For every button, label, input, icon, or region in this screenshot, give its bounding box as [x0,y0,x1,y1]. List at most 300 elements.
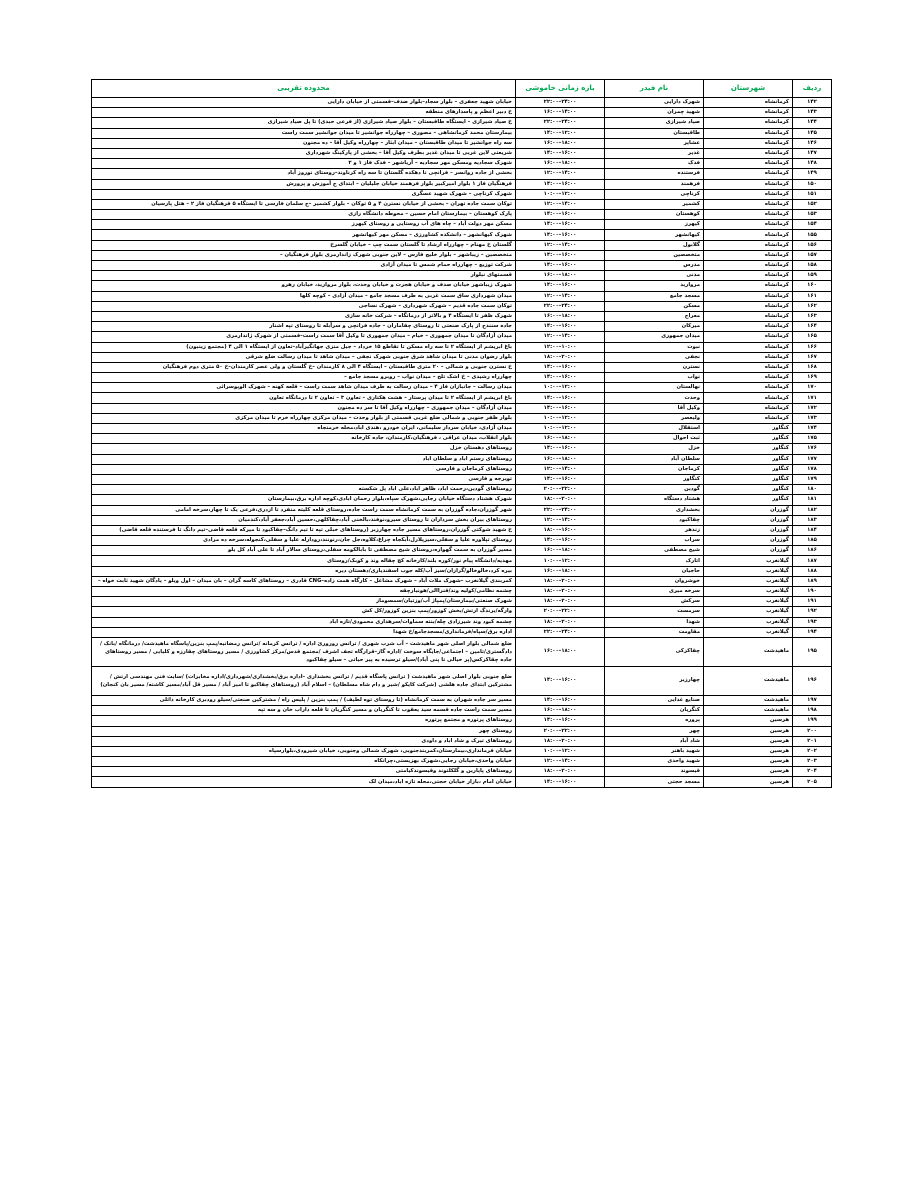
cell-time: ۱۲:۰۰–۱۴:۰۰ [516,757,605,767]
outage-table [91,79,832,788]
cell-idx: ۱۴۷ [793,148,832,158]
cell-feeder: وکیل آقا [605,403,704,413]
cell-idx: ۱۸۰ [793,485,832,495]
cell-city: کرمانشاه [704,342,793,352]
cell-area: سه راه جوانشیر تا میدان طاقبستان – میدان ابثار – چهارراه وکیل آقا – ده مجنون [92,138,516,148]
cell-area: روستاهای بیران بخش سرداران تا روستای سیرو،نوفند،بالخنی آباد،چقاکلهی،حسین آباد،جعفر آباد،کندمیان [92,515,516,525]
cell-idx: ۱۶۹ [793,373,832,383]
cell-area: روستای تپلاوره علیا و سفلی،سیزپلارل،آبکجاه چراغ،کلاوه،جل جان،رنونند،رودارله علیا و سفلی،کنجوله،سرخه ده مرادی [92,536,516,546]
cell-idx: ۱۷۶ [793,444,832,454]
cell-feeder: استقلال [605,424,704,434]
cell-city: ماهیدشت [704,695,793,705]
cell-time: ۱۴:۰۰–۱۶:۰۰ [516,362,605,372]
cell-idx: ۱۷۰ [793,383,832,393]
cell-city: کرمانشاه [704,159,793,169]
table-row [92,128,832,138]
table-row [92,373,832,383]
cell-area: روستاهای کرماجان و فارسی [92,464,516,474]
cell-time: ۲۲:۰۰–۲۴:۰۰ [516,505,605,515]
cell-idx: ۱۹۵ [793,637,832,666]
table-row [92,767,832,777]
cell-city: گوزران [704,536,793,546]
cell-area: چشمه کبود وند شیرزادی چله/بنته سماوات/سرهداری محمودی/تازه اباد [92,617,516,627]
cell-area: ضلع شمالی بلوار اصلی شهر ماهیدشت – آب شرب شهری / ترانس رورورئ اداره / ترانس کرمانه /ترانس رمضانیه/پمپ بنزین/پاسگاه ماهیدشت/ درمانگاه /بانک / دادگستری/تامین – اجتماعی/جایگاه سوخت /اداره گاز–قرارگاه تجف اشرف /مجتمع قدس/مرکز کشاورزی / مسیر روستاهای چقارزه و کلیایی / مسیر روستاهای جاده چقاکرکس(پر حیالی تا پنی آباد)/سیلو ترسیده به پیر حیاتی – سیلو چقاکبود [92,637,516,666]
cell-time: ۱۴:۰۰–۱۶:۰۰ [516,777,605,787]
cell-idx: ۱۵۰ [793,179,832,189]
cell-city: کرمانشاه [704,98,793,108]
table-row [92,403,832,413]
cell-feeder: کرماجان [605,464,704,474]
cell-area: شهرک سجادیه ومسکن مهر سجادیه – آریاشهر – فدک فاز ۱ و ۲ [92,159,516,169]
cell-area: بیمارستان محمد کرمانشاهی – مصوری – چهارراه جوانشیر تا میدان جوانشیر سمت راست [92,128,516,138]
cell-city: کرمانشاه [704,352,793,362]
cell-feeder: گودین [605,485,704,495]
cell-city: کنگاور [704,424,793,434]
cell-area: چهارراه رشیدی – خ اشک تلخ – میدان نواب – روبرو مسجد جامع – [92,373,516,383]
cell-area: مسیر سر جاده شهران به سمت کرمانشاه (تا روستای توه لطیف) / پمپ بنزین / پلیس راه / مشترکین صنعتی/سیلو رودبری کارخانه ذائلی [92,695,516,705]
cell-area: روستاهای رستم اباد و سلطان اباد [92,454,516,464]
cell-area: جاده سنندج از پارک صنعتی تا روستای چقاماران – جاده فرانچی و سرآبله تا روستای تپه اشنار [92,322,516,332]
cell-time: ۱۶:۰۰–۱۸:۰۰ [516,434,605,444]
cell-city: کرمانشاه [704,108,793,118]
cell-feeder: میدان جمهوری [605,332,704,342]
cell-time: ۱۴:۰۰–۱۶:۰۰ [516,716,605,726]
cell-city: کنگاور [704,444,793,454]
table-row [92,757,832,767]
cell-idx: ۱۸۹ [793,576,832,586]
cell-city: کرمانشاه [704,169,793,179]
cell-area: پارک کوهستان – بیمارستان امام حسین – محوطه دانشگاه رازی [92,210,516,220]
cell-time: ۱۴:۰۰–۱۶:۰۰ [516,230,605,240]
cell-time: ۱۰:۰۰–۱۲:۰۰ [516,424,605,434]
cell-area: کمربندی گیلانغرب –شهرک ملات آباد – شهرک مشاغل – کارگاه همت زاده–CNG قادری – روستاهای کاسه گران – بان میدان – اول ویلو – یادگان شهید ثابت خواه – [92,576,516,586]
cell-feeder: کرناچی [605,189,704,199]
cell-city: هرسین [704,716,793,726]
cell-idx: ۱۹۸ [793,706,832,716]
cell-feeder: شهید باهنر [605,746,704,756]
table-row [92,332,832,342]
cell-time: ۱۴:۰۰–۱۶:۰۰ [516,210,605,220]
cell-time: ۲۲:۰۰–۲۴:۰۰ [516,627,605,637]
cell-idx: ۱۷۱ [793,393,832,403]
cell-feeder: مسجد جامع [605,291,704,301]
cell-area: ضلع جنوبی بلوار اصلی شهر ماهیدشت ( ترانس پاسگاه قدیم / ترانس بخشداری –اداره برق/بخشداری/شهرداری/اداره مخابرات) /سایت فنی مهندسی ارتش / مشترکین ابتدای جاده هلشی (شرکت کایکو /شیر و دام شاه مسلطان) – اسلام آباد (روستاهای چقاکبو تا امیر آباد / مسیر قل آباد/مسیر کاشته/ مسیر بان کنجان) [92,666,516,695]
cell-city: گوزران [704,515,793,525]
cell-area: میدان رسالت – جانبازان فاز ۴ – میدان رسالت به طرف میدان شاهد سمت راست – قلعه کهنه – شهرک الوپوسرائی [92,383,516,393]
cell-idx: ۱۸۱ [793,495,832,505]
cell-area: بلوار ظفر جنوبی و شمالی ضلع غربی قسمتی از بلوار وحدت – میدان مرکزی چهارراه خرم تا میدان مرکزی [92,413,516,423]
cell-city: گوزران [704,546,793,556]
cell-idx: ۱۷۳ [793,413,832,423]
table-row [92,159,832,169]
table-row [92,424,832,434]
cell-time: ۱۲:۰۰–۱۴:۰۰ [516,199,605,209]
cell-idx: ۱۶۷ [793,352,832,362]
cell-time: ۱۲:۰۰–۱۴:۰۰ [516,515,605,525]
table-row [92,444,832,454]
cell-idx: ۱۶۱ [793,291,832,301]
cell-area: اداره برق/سپاه/فرمانداری/مسجدجامع/خ شهدا [92,627,516,637]
table-row [92,169,832,179]
cell-city: کرمانشاه [704,210,793,220]
table-row [92,637,832,666]
cell-feeder: شهدا [605,617,704,627]
table-row [92,271,832,281]
table-row [92,291,832,301]
cell-time: ۱۶:۰۰–۱۸:۰۰ [516,311,605,321]
cell-area: مسکن مهر دولت آباد – چاه های آب روستایی و روستای کیهرز [92,220,516,230]
table-row [92,301,832,311]
table-row [92,495,832,505]
cell-feeder: مقاومت [605,627,704,637]
cell-city: هرسین [704,777,793,787]
cell-idx: ۱۸۴ [793,525,832,535]
cell-idx: ۱۶۴ [793,322,832,332]
cell-city: کنگاور [704,464,793,474]
cell-feeder: شاد آباد [605,736,704,746]
cell-time: ۲۲:۰۰–۲۴:۰۰ [516,98,605,108]
cell-feeder: ثبت احوال [605,434,704,444]
header-area: محدوده تقریبی [92,80,516,98]
cell-city: کرمانشاه [704,199,793,209]
cell-city: کرمانشاه [704,271,793,281]
cell-feeder: فرستنده [605,169,704,179]
cell-time: ۱۲:۰۰–۱۴:۰۰ [516,169,605,179]
cell-time: ۲۲:۰۰–۲۴:۰۰ [516,301,605,311]
cell-area: روستاهای دهستان خزل [92,444,516,454]
cell-city: کرمانشاه [704,413,793,423]
table-row [92,434,832,444]
table-body [92,98,832,788]
cell-area: روستاهای گودین،رحمت اباد، ظاهر اباد،علی اباد پل شکسته [92,485,516,495]
cell-feeder: ولیعصر [605,413,704,423]
cell-city: کرمانشاه [704,301,793,311]
cell-time: ۱۲:۰۰–۱۴:۰۰ [516,332,605,342]
outage-table-sheet [91,79,831,788]
cell-idx: ۲۰۵ [793,777,832,787]
cell-area: شهرک کرناچی – شهرک شهید عسگری [92,189,516,199]
cell-city: هرسین [704,736,793,746]
cell-city: کنگاور [704,434,793,444]
cell-idx: ۱۵۳ [793,210,832,220]
header-time: بازه زمانی خاموشی [516,80,605,98]
cell-feeder: سرمست [605,607,704,617]
cell-idx: ۱۸۵ [793,536,832,546]
table-row [92,454,832,464]
cell-time: ۲۰:۰۰–۲۲:۰۰ [516,485,605,495]
cell-area: روستاهای پاپارین و گلکلتوند وقیسوندکیامتی [92,767,516,777]
cell-area: خیابان امام ،بازار خیابان حجتی،محله تازه اباد،میدان لک [92,777,516,787]
cell-area: خ شهید شوکتی گوزران،روستاهای مسیر جاده چهارزبر (روستاهای خبلی تپه تا تیم دانگ–چقاکبود تا میرکه قلعه قاضی–تیم دانگ تا فرستنده قلعه قاضی) [92,525,516,535]
table-row [92,536,832,546]
cell-city: کرمانشاه [704,138,793,148]
cell-area: شهرک صنعتی/بیمارستان/پمپاژ آب/وزتیان/سمسوماز [92,597,516,607]
table-row [92,322,832,332]
cell-city: ماهیدشت [704,666,793,695]
cell-idx: ۲۰۰ [793,726,832,736]
cell-time: ۱۶:۰۰–۱۸:۰۰ [516,159,605,169]
cell-time: ۱۰:۰۰–۱۲:۰۰ [516,413,605,423]
cell-city: کرمانشاه [704,291,793,301]
table-header-row [92,80,832,98]
cell-area: خ صیاد شیرازی – ایستگاه طاقبستان – بلوار صیاد شیرازی (از فرعی حبدی) تا پل صیاد شیرازی [92,118,516,128]
cell-area: وارگه/یرندگ ارتش/بخش کوزور/پمپ بنزین کوزور/کل کش [92,607,516,617]
cell-idx: ۱۶۸ [793,362,832,372]
cell-area: باغ ابریشم از ایستگاه ۲ تا میدان پرستار – هشت هکتاری – تعاون ۳ – تعاون ۲ تا درمانگاه تعاون [92,393,516,403]
table-row [92,250,832,260]
cell-city: کرمانشاه [704,261,793,271]
cell-city: کرمانشاه [704,393,793,403]
cell-idx: ۱۵۸ [793,261,832,271]
table-row [92,240,832,250]
cell-time: ۱۶:۰۰–۱۴:۰۰ [516,108,605,118]
cell-time: ۱۸:۰۰–۱۶:۰۰ [516,525,605,535]
cell-city: گیلانغرب [704,607,793,617]
cell-feeder: متخصصین [605,250,704,260]
cell-idx: ۱۵۵ [793,230,832,240]
cell-time: ۱۸:۰۰–۲۰:۰۰ [516,597,605,607]
cell-feeder: کنگریان [605,706,704,716]
cell-city: کرمانشاه [704,311,793,321]
cell-city: کرمانشاه [704,332,793,342]
cell-feeder: سلطان آباد [605,454,704,464]
cell-time: ۱۴:۰۰–۱۶:۰۰ [516,281,605,291]
cell-area: گلستان خ مهنام – چهارراه ارشاد تا گلستان سمت چپ – خیابان گلسرخ [92,240,516,250]
cell-time: ۱۰:۰۰–۱۲:۰۰ [516,746,605,756]
cell-area: روستاهای تیرک و شاد اباد و داودی [92,736,516,746]
cell-feeder: فرهمند [605,179,704,189]
cell-idx: ۱۷۵ [793,434,832,444]
cell-idx: ۱۴۵ [793,128,832,138]
cell-idx: ۱۹۹ [793,716,832,726]
cell-idx: ۱۵۶ [793,240,832,250]
table-row [92,666,832,695]
cell-city: گیلانغرب [704,566,793,576]
cell-idx: ۱۴۶ [793,138,832,148]
cell-area: باغ ابریشم از ایستگاه ۲ تا سه راه مسکن تا تقاطع ۱۵ خرداد – جیل منزی جهانگیرآباد–تعاون از ایستگاه ۱ الی ۴ (مجتمع زینبون) [92,342,516,352]
cell-area: متخصصین – زیباشهر – بلوار خلیج فارس – لاین جنوبی شهرک زاندارمری بلوار فرهنگیان – [92,250,516,260]
cell-time: ۱۶:۰۰–۱۸:۰۰ [516,637,605,666]
table-row [92,148,832,158]
table-row [92,525,832,535]
cell-feeder: سرکش [605,597,704,607]
cell-feeder: نبوت [605,342,704,352]
cell-feeder: کنگاور [605,474,704,484]
cell-area: میدان آزادگان – میدان جمهوری – چهارراه وکیل آقا تا سر ده مجنون [92,403,516,413]
cell-area: شهرک زیباشهر خیابان صدف و خیابان هجرت و خیابان وحدت، بلوار مروارید، خیابان رهرو [92,281,516,291]
cell-area: خیابان فرمانداری،بیمارستان،کمربندجنوبی، شهرک شمالی وجنوبی، خیابان شیرودی،بلوارسپاه [92,746,516,756]
cell-idx: ۲۰۱ [793,736,832,746]
cell-idx: ۱۵۹ [793,271,832,281]
cell-feeder: معراج [605,311,704,321]
table-row [92,546,832,556]
cell-feeder: مدنی [605,271,704,281]
cell-city: کرمانشاه [704,403,793,413]
cell-feeder: نسترن [605,362,704,372]
cell-city: کرمانشاه [704,250,793,260]
cell-city: هرسین [704,757,793,767]
cell-idx: ۱۵۴ [793,220,832,230]
cell-time: ۱۶:۰۰–۱۸:۰۰ [516,454,605,464]
table-row [92,261,832,271]
header-city: شهرستان [704,80,793,98]
table-row [92,413,832,423]
cell-idx: ۲۰۴ [793,767,832,777]
cell-city: کرمانشاه [704,322,793,332]
table-row [92,587,832,597]
cell-time: ۱۴:۰۰–۱۶:۰۰ [516,695,605,705]
cell-feeder: غدیر [605,148,704,158]
cell-feeder: مدرس [605,261,704,271]
cell-feeder: خوشروان [605,576,704,586]
cell-city: کرمانشاه [704,128,793,138]
table-row [92,695,832,705]
cell-area: بلوار انقلاب، میدان عراقی ، فرهنگیان،کارمندان، جاده کارخانه [92,434,516,444]
cell-city: کنگاور [704,495,793,505]
cell-time: ۱۰:۰۰–۱۲:۰۰ [516,383,605,393]
cell-feeder: وحدت [605,393,704,403]
table-row [92,556,832,566]
cell-area: بیره کرد،خالوخالو/گرازان/سیز آب/کله جوب اسفندیاری/دهستان دیره [92,566,516,576]
cell-feeder: نجفی [605,352,704,362]
cell-time: ۱۴:۰۰–۱۶:۰۰ [516,373,605,383]
cell-idx: ۱۴۹ [793,169,832,179]
cell-idx: ۱۴۳ [793,108,832,118]
cell-time: ۱۴:۰۰–۱۶:۰۰ [516,403,605,413]
cell-time: ۱۴:۰۰–۱۶:۰۰ [516,444,605,454]
cell-city: گیلانغرب [704,556,793,566]
cell-feeder: زندهر [605,525,704,535]
cell-time: ۱۲:۰۰–۱۴:۰۰ [516,291,605,301]
cell-city: کرمانشاه [704,118,793,128]
table-row [92,138,832,148]
cell-area: شهرک کیهانشهر – دانشکده کشاورزی – مسکن مهر کیهانشهر [92,230,516,240]
cell-time: ۱۴:۰۰–۱۶:۰۰ [516,250,605,260]
cell-feeder: شهرک دارایی [605,98,704,108]
cell-time: ۱۸:۰۰–۲۰:۰۰ [516,617,605,627]
table-row [92,515,832,525]
cell-city: هرسین [704,746,793,756]
cell-area: خیابان شهید جعفری – بلوار سجاد–بلوار صدف–قسمتی از خیابان دارایی [92,98,516,108]
cell-feeder: سرخه میری [605,587,704,597]
table-row [92,210,832,220]
cell-area: شرکت توزیع – چهارراه حمام شمس تا میدان آزادی [92,261,516,271]
cell-idx: ۱۸۶ [793,546,832,556]
table-row [92,179,832,189]
table-row [92,617,832,627]
cell-feeder: چهارزبر [605,666,704,695]
cell-area: بخشی از جاده روانسر – فرانچی تا دهکده گلستان تا سه راه کرناوند–روستای نوروز آباد [92,169,516,179]
cell-time: ۱۸:۰۰–۲۰:۰۰ [516,576,605,586]
cell-idx: ۱۹۲ [793,607,832,617]
cell-idx: ۱۴۸ [793,159,832,169]
table-row [92,311,832,321]
cell-idx: ۱۸۷ [793,556,832,566]
cell-idx: ۱۴۴ [793,118,832,128]
cell-city: کنگاور [704,454,793,464]
table-row [92,706,832,716]
cell-time: ۱۴:۰۰–۱۶:۰۰ [516,322,605,332]
cell-time: ۱۶:۰۰–۱۸:۰۰ [516,546,605,556]
cell-city: کرمانشاه [704,281,793,291]
cell-time: ۱۸:۰۰–۲۰:۰۰ [516,767,605,777]
cell-idx: ۱۵۱ [793,189,832,199]
cell-time: ۱۴:۰۰–۱۶:۰۰ [516,393,605,403]
cell-idx: ۱۹۴ [793,627,832,637]
cell-city: گیلانغرب [704,617,793,627]
cell-city: گیلانغرب [704,587,793,597]
cell-feeder: خزل [605,444,704,454]
cell-area: شهرک هشتاد دستگاه خیابان رجایی،شهرک سپاه،بلوار رحمان ابادی،کوچه اداره برق،بیمارستان [92,495,516,505]
table-row [92,464,832,474]
cell-idx: ۱۵۲ [793,199,832,209]
cell-feeder: شیخ مصطفی [605,546,704,556]
cell-feeder: مسجد حجتی [605,777,704,787]
cell-idx: ۱۹۶ [793,666,832,695]
cell-city: کرمانشاه [704,148,793,158]
table-row [92,199,832,209]
table-row [92,118,832,128]
cell-idx: ۱۹۳ [793,617,832,627]
cell-feeder: بخشداری [605,505,704,515]
cell-time: ۱۸:۰۰–۲۰:۰۰ [516,736,605,746]
cell-area: خ نسترن جنوبی و شمالی – ۲۰ متری طاقبستان – ایستگاه ۴ الی ۸ کارمندان –خ گلستان و ولی عصر کارمندان–خ ۵۰ متری دوم فرهنگیان [92,362,516,372]
cell-time: ۱۴:۰۰–۱۶:۰۰ [516,474,605,484]
cell-idx: ۱۶۲ [793,301,832,311]
table-row [92,98,832,108]
table-row [92,485,832,495]
table-row [92,607,832,617]
cell-feeder: نواب [605,373,704,383]
header-feeder: نام فیدر [605,80,704,98]
cell-feeder: کوهستان [605,210,704,220]
header-idx: ردیف [793,80,832,98]
cell-city: هرسین [704,726,793,736]
cell-feeder: شهید چمران [605,108,704,118]
cell-city: کرمانشاه [704,373,793,383]
table-row [92,108,832,118]
cell-time: ۱۴:۰۰–۱۶:۰۰ [516,261,605,271]
cell-time: ۱۸:۰۰–۲۰:۰۰ [516,587,605,597]
cell-time: ۱۴:۰۰–۱۶:۰۰ [516,179,605,189]
table-row [92,281,832,291]
cell-city: گوزران [704,525,793,535]
table-row [92,716,832,726]
cell-area: چشمه نظامی/کولیه وند/قنراالی/هونیارچقه [92,587,516,597]
cell-area: شهر گوزران،جاده گوزران به سمت کرمانشاه سمت راست جاده،روستای قلعه کلیته منفرد تا ازدری،فرعی یک تا چهار،سرخه امامی [92,505,516,515]
cell-area: بلوار رضوان مدنی تا میدان شاهد شرق جنوبی شهرک نجفی – میدان شاهد تا میدان رسالت ضلع شرقی [92,352,516,362]
cell-idx: ۱۷۹ [793,474,832,484]
cell-feeder: مسکن [605,301,704,311]
cell-idx: ۱۵۷ [793,250,832,260]
table-row [92,342,832,352]
cell-city: گیلانغرب [704,597,793,607]
cell-feeder: صیاد شیرازی [605,118,704,128]
cell-area: خ دبیر اعظم و پاسدارهای منطقه [92,108,516,118]
cell-area: شریعتی لاین غربی تا میدان غدیر بطرف وکیل آقا – بخشی از پارکینگ شهرداری [92,148,516,158]
cell-idx: ۱۴۲ [793,98,832,108]
table-row [92,352,832,362]
cell-area: شهرک ظفر تا ایستگاه ۴ و بالاتر از درمانگاه – شرکت خانه سازی [92,311,516,321]
cell-time: ۱۴:۰۰–۱۲:۰۰ [516,128,605,138]
cell-feeder: قیسوند [605,767,704,777]
cell-feeder: کشمیر [605,199,704,209]
cell-idx: ۲۰۳ [793,757,832,767]
cell-area: مسیر گوزران به سمت گهواره،روستای شیخ مصطفی تا بابالکومه سفلی،روستای سالار آباد تا علی آباد کل یلو [92,546,516,556]
table-row [92,627,832,637]
cell-idx: ۱۶۰ [793,281,832,291]
cell-feeder: پروره [605,716,704,726]
